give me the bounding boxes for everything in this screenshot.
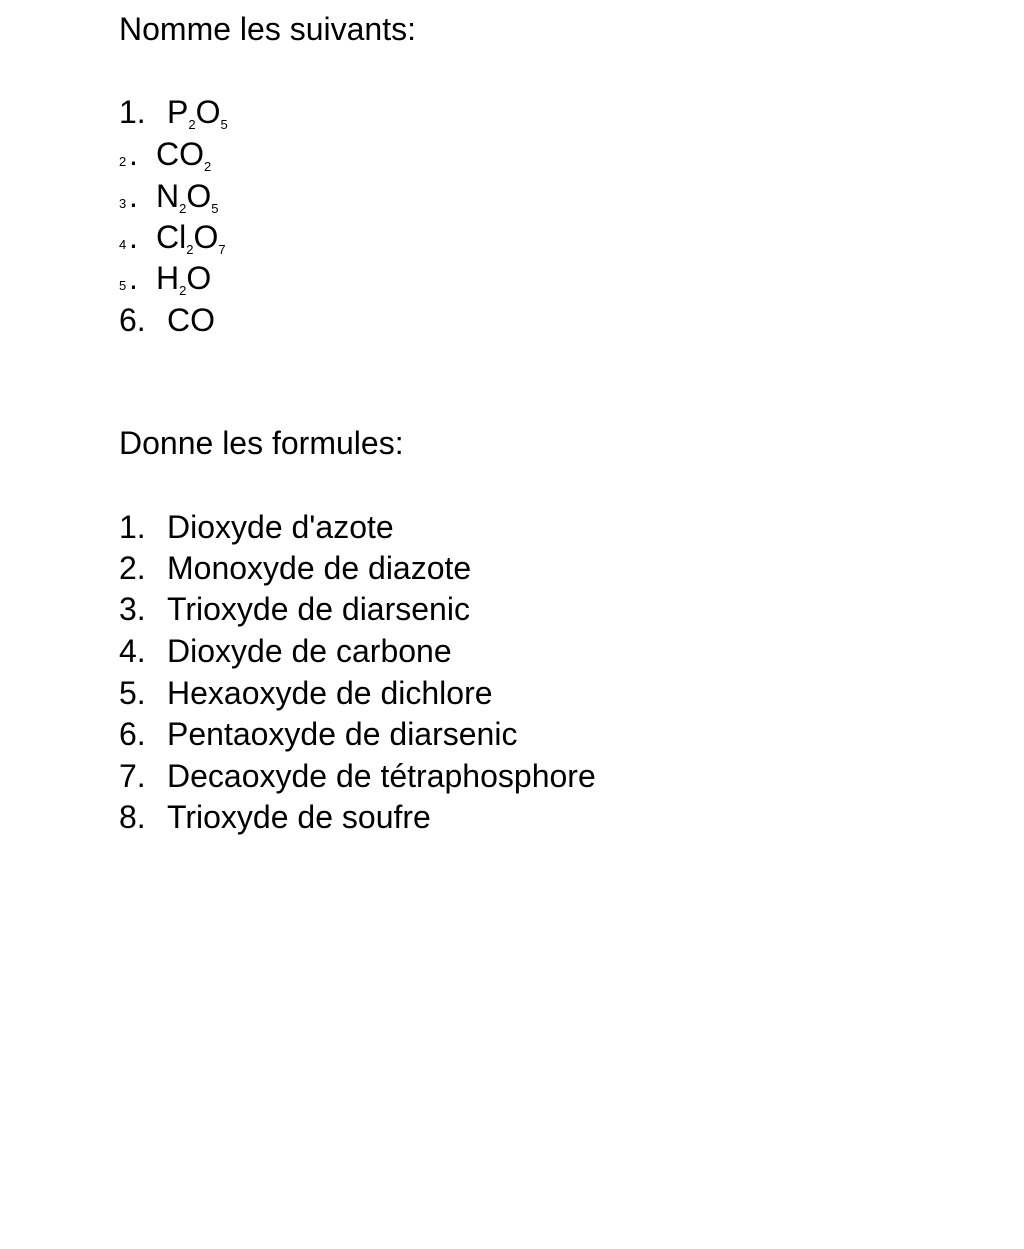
item-number: 7. [119,758,146,794]
formula: $H_2O$ [156,260,212,298]
item-number: 1. [119,509,146,545]
compound-name: Dioxyde d'azote [167,509,394,545]
item-number: 6. [119,716,146,752]
formula: $N_2O_5$ [156,178,219,216]
item-dot: . [129,219,138,255]
item-number: 1. [119,94,146,130]
compound-name: Dioxyde de carbone [167,633,452,669]
item-number: 6. [119,302,146,338]
compound-name: Monoxyde de diazote [167,550,472,586]
item-number: 5 [119,278,127,293]
item-number: 4. [119,633,146,669]
item-dot: . [129,260,138,296]
item-number: 3. [119,591,146,627]
section1-heading: Nomme les suivants: [119,11,416,47]
formula: $CO_2$ [156,136,212,174]
item-number: 8. [119,799,146,835]
item-dot: . [129,136,138,172]
item-number: 4 [119,237,127,252]
item-dot: . [129,178,138,214]
formula: CO [167,302,215,338]
section2-heading: Donne les formules: [119,425,404,461]
item-number: 2. [119,550,146,586]
compound-name: Hexaoxyde de dichlore [167,675,493,711]
formula: $P_2O_5$ [167,94,228,132]
item-number: 3 [119,196,127,211]
item-number: 5. [119,675,146,711]
compound-name: Trioxyde de diarsenic [167,591,470,627]
formula: $Cl_2O_7$ [156,219,226,257]
compound-name: Trioxyde de soufre [167,799,431,835]
compound-name: Pentaoxyde de diarsenic [167,716,518,752]
item-number: 2 [119,154,127,169]
compound-name: Decaoxyde de tétraphosphore [167,758,596,794]
